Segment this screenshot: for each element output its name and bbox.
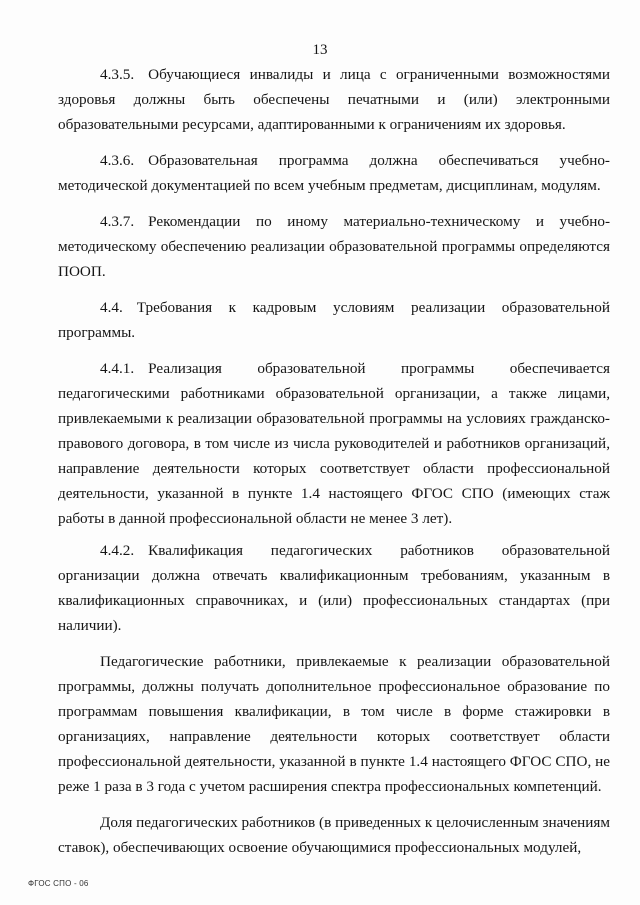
paragraph-text: Требования к кадровым условиям реализации образовательной программы.: [58, 299, 610, 341]
section-number: 4.3.7.: [100, 213, 135, 230]
paragraph-4-3-6: [58, 148, 610, 198]
paragraph-4-3-7: [58, 209, 610, 284]
paragraph-text: Рекомендации по иному материально-техническому и учебно-методическому обеспечению реализации образовательной программы определяются ПООП.: [58, 213, 610, 280]
section-number: 4.4.1.: [100, 360, 135, 377]
section-number: 4.4.: [100, 299, 123, 316]
document-body: [58, 62, 610, 871]
section-number: 4.3.5.: [100, 66, 135, 83]
paragraph-4-4-1: [58, 356, 610, 531]
paragraph-text: Педагогические работники, привлекаемые к реализации образовательной программы, должны получать дополнительное профессиональное образование по программам повышения квалификации, в том числе в форме стажировки в организациях, направление деятельности которых соответствует области профессиональной деятельности, указанной в пункте 1.4 настоящего ФГОС СПО, не реже 1 раза в 3 года с учетом расширения спектра профессиональных компетенций.: [58, 653, 610, 795]
paragraph-text: Квалификация педагогических работников образовательной организации должна отвечать квалификационным требованиям, указанным в квалификационных справочниках, и (или) профессиональных стандартах (при наличии).: [58, 542, 610, 634]
paragraph-4-4: [58, 295, 610, 345]
paragraph-teachers-training: [58, 649, 610, 799]
paragraph-text: Доля педагогических работников (в приведенных к целочисленным значениям ставок), обеспечивающих освоение обучающимися профессиональных модулей,: [58, 814, 610, 856]
page-footer: ФГОС СПО - 06: [28, 879, 89, 888]
paragraph-text: Реализация образовательной программы обеспечивается педагогическими работниками образовательной организации, а также лицами, привлекаемыми к реализации образовательной программы на условиях гражданско-правового договора, в том числе из числа руководителей и работников организаций, направление деятельности которых соответствует области профессиональной деятельности, указанной в пункте 1.4 настоящего ФГОС СПО (имеющих стаж работы в данной профессиональной области не менее 3 лет).: [58, 360, 610, 527]
page-number: 13: [312, 42, 328, 58]
paragraph-text: Образовательная программа должна обеспечиваться учебно-методической документацией по всем учебным предметам, дисциплинам, модулям.: [58, 152, 610, 194]
paragraph-4-3-5: [58, 62, 610, 137]
paragraph-text: Обучающиеся инвалиды и лица с ограниченными возможностями здоровья должны быть обеспечены печатными и (или) электронными образовательными ресурсами, адаптированными к ограничениям их здоровья.: [58, 66, 610, 133]
section-number: 4.4.2.: [100, 542, 135, 559]
paragraph-4-4-2: [58, 538, 610, 638]
section-number: 4.3.6.: [100, 152, 135, 169]
paragraph-teachers-share: [58, 810, 610, 860]
